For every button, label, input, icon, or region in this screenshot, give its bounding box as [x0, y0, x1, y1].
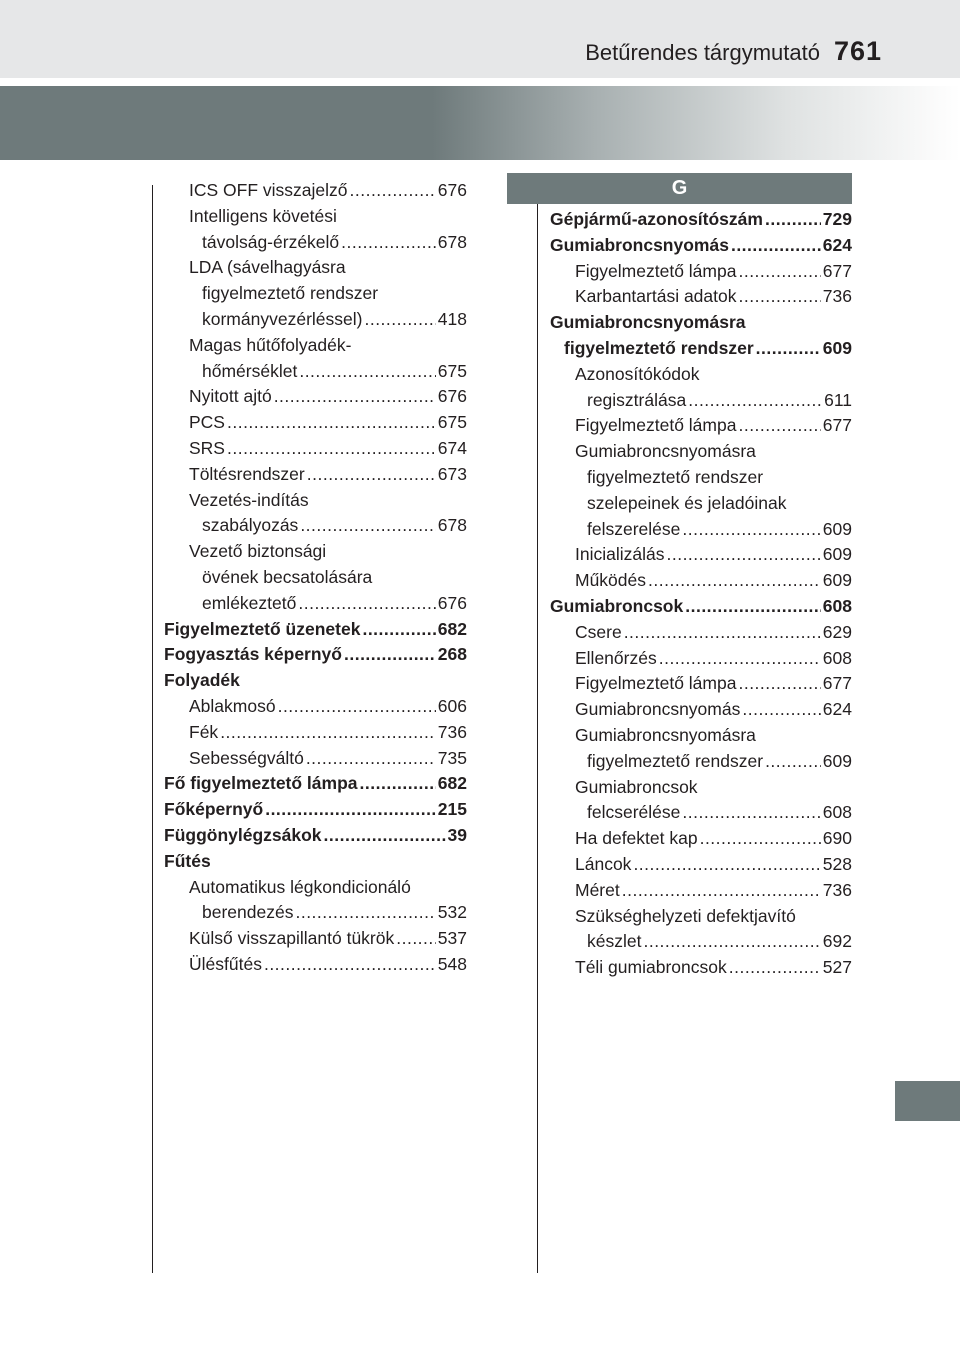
- index-entry: figyelmeztető rendszer ..... 609: [550, 749, 852, 775]
- index-entry: felcserélése ..... 608: [550, 800, 852, 826]
- index-entry: PCS ..... 675: [164, 410, 467, 436]
- index-entry: készlet ..... 692: [550, 929, 852, 955]
- index-entry: szelepeinek és jeladóinak: [587, 492, 787, 513]
- index-column-right: [550, 207, 852, 981]
- index-entry: Gumiabroncsnyomásra: [575, 441, 756, 462]
- index-entry: emlékeztető ..... 676: [164, 591, 467, 617]
- index-entry: Figyelmeztető lámpa ..... 677: [550, 259, 852, 285]
- section-letter-g: G: [507, 173, 852, 204]
- index-column-left: [164, 178, 467, 978]
- index-entry: Magas hűtőfolyadék-: [189, 334, 352, 355]
- index-entry: övének becsatolására: [202, 566, 373, 587]
- index-entry: Folyadék: [164, 670, 240, 691]
- index-entry: Gumiabroncsnyomás ..... 624: [550, 697, 852, 723]
- index-entry: hőmérséklet ..... 675: [164, 359, 467, 385]
- index-entry: Függönylégzsákok ..... 39: [164, 823, 467, 849]
- page-number: 761: [833, 36, 882, 66]
- decorative-band: [0, 86, 960, 160]
- column-divider-left: [152, 185, 153, 1273]
- index-entry: távolság-érzékelő ..... 678: [164, 230, 467, 256]
- index-entry: Méret ..... 736: [550, 878, 852, 904]
- index-entry: ICS OFF visszajelző ..... 676: [164, 178, 467, 204]
- index-entry: Gumiabroncsok ..... 608: [550, 594, 852, 620]
- index-entry: Ülésfűtés ..... 548: [164, 952, 467, 978]
- index-entry: SRS ..... 674: [164, 436, 467, 462]
- chapter-side-tab: [895, 1081, 960, 1121]
- index-entry: Azonosítókódok: [575, 363, 700, 384]
- index-entry: berendezés ..... 532: [164, 900, 467, 926]
- index-entry: figyelmeztető rendszer ..... 609: [550, 336, 852, 362]
- index-entry: Töltésrendszer ..... 673: [164, 462, 467, 488]
- index-entry: Fő figyelmeztető lámpa ..... 682: [164, 771, 467, 797]
- index-entry: regisztrálása ..... 611: [550, 388, 852, 414]
- index-entry: kormányvezérléssel) ..... 418: [164, 307, 467, 333]
- index-entry: Láncok ..... 528: [550, 852, 852, 878]
- index-entry: figyelmeztető rendszer: [587, 466, 764, 487]
- index-entry: Szükséghelyzeti defektjavító: [575, 905, 796, 926]
- index-entry: Gépjármű-azonosítószám ..... 729: [550, 207, 852, 233]
- index-entry: Ablakmosó ..... 606: [164, 694, 467, 720]
- index-entry: Nyitott ajtó ..... 676: [164, 384, 467, 410]
- index-entry: Fék ..... 736: [164, 720, 467, 746]
- index-entry: szabályozás ..... 678: [164, 513, 467, 539]
- index-entry: Főképernyő ..... 215: [164, 797, 467, 823]
- index-entry: Sebességváltó ..... 735: [164, 746, 467, 772]
- index-entry: Gumiabroncsnyomásra: [550, 312, 746, 333]
- column-divider-middle: [537, 185, 538, 1273]
- index-entry: Gumiabroncsnyomásra: [575, 724, 756, 745]
- index-entry: Fogyasztás képernyő ..... 268: [164, 642, 467, 668]
- index-entry: Inicializálás ..... 609: [550, 542, 852, 568]
- index-entry: Figyelmeztető lámpa ..... 677: [550, 671, 852, 697]
- header-title: Betűrendes tárgymutató: [585, 40, 820, 65]
- index-entry: Karbantartási adatok ..... 736: [550, 284, 852, 310]
- index-entry: Automatikus légkondicionáló: [189, 876, 411, 897]
- index-entry: Vezetés-indítás: [189, 489, 309, 510]
- header-bar: [0, 0, 960, 78]
- index-entry: felszerelése ..... 609: [550, 517, 852, 543]
- index-entry: Vezető biztonsági: [189, 541, 327, 562]
- index-entry: figyelmeztető rendszer: [202, 283, 379, 304]
- index-entry: Ha defektet kap ..... 690: [550, 826, 852, 852]
- index-entry: Csere ..... 629: [550, 620, 852, 646]
- index-entry: Ellenőrzés ..... 608: [550, 646, 852, 672]
- index-entry: Figyelmeztető lámpa ..... 677: [550, 413, 852, 439]
- index-entry: Működés ..... 609: [550, 568, 852, 594]
- index-entry: Gumiabroncsok: [575, 776, 698, 797]
- index-entry: LDA (sávelhagyásra: [189, 257, 346, 278]
- index-entry: Gumiabroncsnyomás ..... 624: [550, 233, 852, 259]
- index-entry: Intelligens követési: [189, 205, 337, 226]
- index-entry: Figyelmeztető üzenetek ..... 682: [164, 617, 467, 643]
- index-entry: Fűtés: [164, 850, 211, 871]
- index-entry: Téli gumiabroncsok ..... 527: [550, 955, 852, 981]
- index-entry: Külső visszapillantó tükrök ..... 537: [164, 926, 467, 952]
